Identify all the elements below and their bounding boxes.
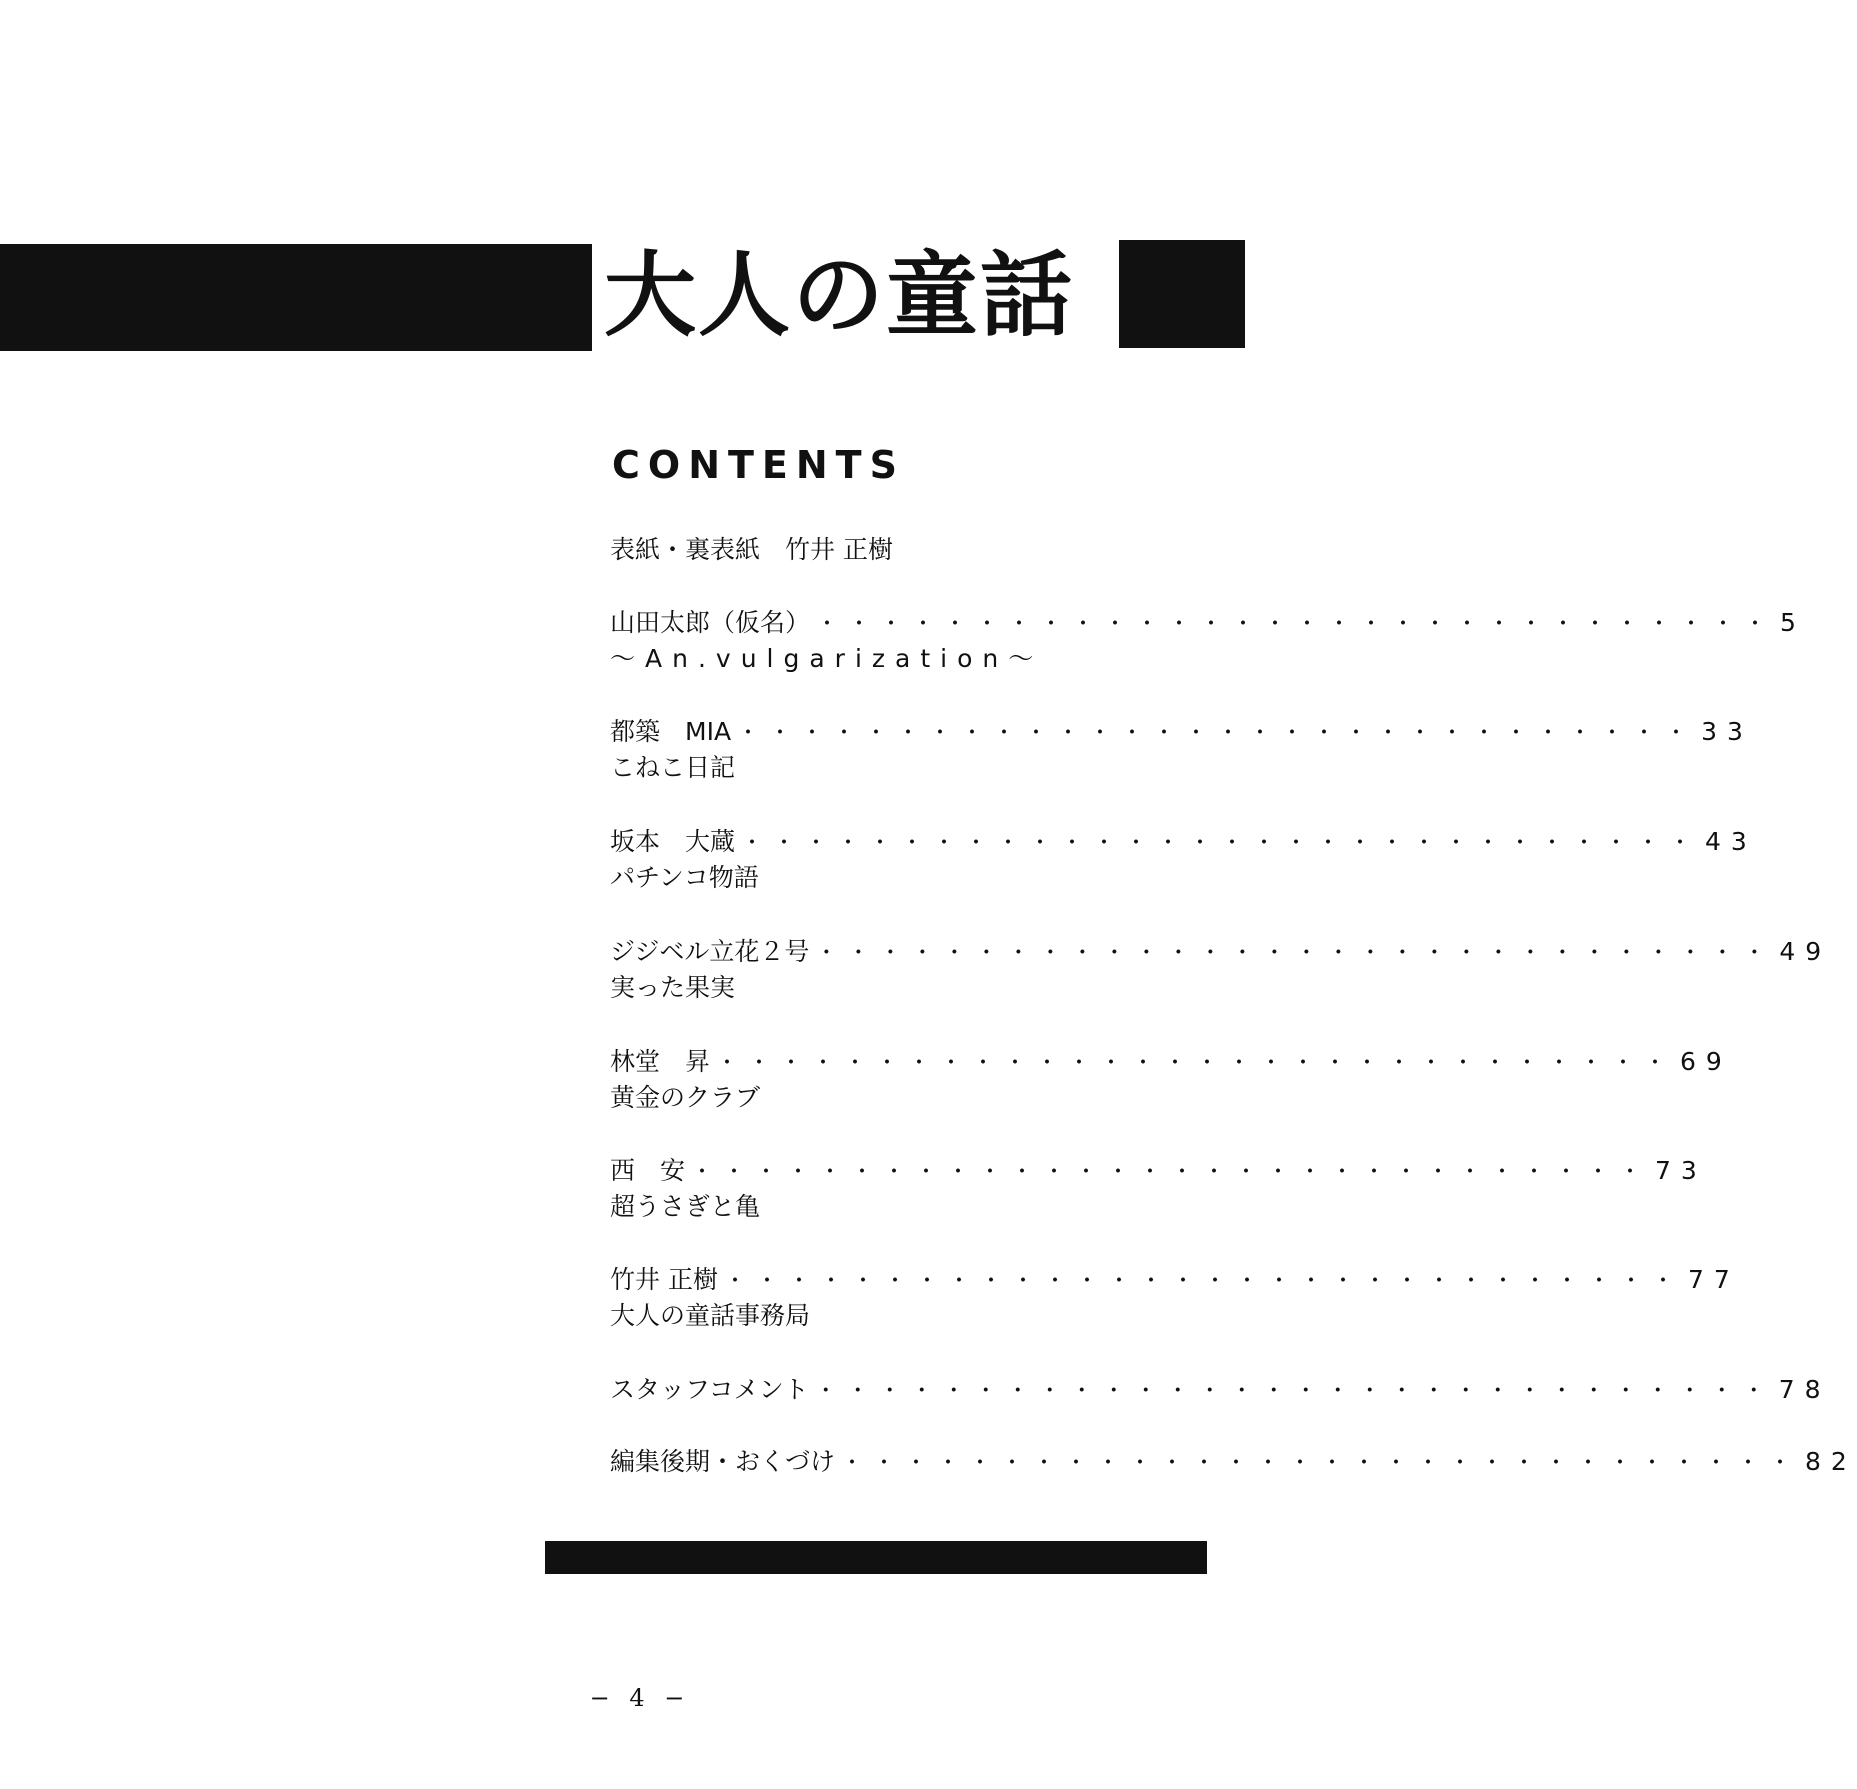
dot-leader: ・・・・・・・・・・・・・・・・・・・・・・・・・・・・・・ — [815, 941, 1776, 966]
page-folio: − 4 − — [589, 1684, 691, 1712]
toc-entry-line — [610, 1044, 1732, 1080]
toc-author: 西 安 — [610, 1156, 686, 1185]
dot-leader: ・・・・・・・・・・・・・・・・・・・・・・・・・・・・・・ — [814, 1379, 1775, 1404]
book-title: 大人の童話 — [604, 242, 1075, 349]
toc-entry-line — [610, 1153, 1707, 1189]
toc-work-title: 実った果実 — [610, 973, 736, 1002]
toc-entry-line — [610, 934, 1832, 970]
cover-credit: 表紙・裏表紙 竹井 正樹 — [610, 535, 893, 564]
toc-author: ジジベル立花２号 — [610, 937, 810, 966]
bottom-rule-bar — [545, 1541, 1207, 1574]
toc-entry — [610, 824, 1757, 896]
toc-work-title: パチンコ物語 — [610, 863, 759, 892]
title-bar-right — [1119, 240, 1245, 348]
title-bar-left — [0, 244, 592, 351]
toc-page-number: 77 — [1687, 1265, 1740, 1294]
toc-entry — [610, 1372, 1831, 1408]
toc-author: 林堂 昇 — [610, 1047, 711, 1076]
toc-entry-line — [610, 1444, 1857, 1480]
contents-heading: CONTENTS — [612, 443, 905, 487]
toc-entry — [610, 934, 1832, 1006]
toc-page-number: 82 — [1805, 1447, 1857, 1476]
toc-entry — [610, 1044, 1732, 1116]
dot-leader: ・・・・・・・・・・・・・・・・・・・・・・・・・・・・・・ — [741, 831, 1702, 856]
toc-work-title: こねこ日記 — [610, 753, 736, 782]
toc-entry-line — [610, 605, 1806, 641]
dot-leader: ・・・・・・・・・・・・・・・・・・・・・・・・・・・・・・ — [816, 612, 1777, 637]
toc-entry — [610, 714, 1753, 786]
toc-page-number: 33 — [1701, 717, 1753, 746]
dot-leader: ・・・・・・・・・・・・・・・・・・・・・・・・・・・・・・ — [737, 721, 1698, 746]
toc-entry-line — [610, 824, 1757, 860]
toc-page-number: 5 — [1780, 608, 1806, 637]
toc-entry-line — [610, 1372, 1831, 1408]
toc-entry — [610, 1444, 1857, 1480]
toc-author: 山田太郎（仮名） — [610, 608, 811, 637]
toc-page-number: 43 — [1705, 827, 1757, 856]
toc-work-title: 黄金のクラブ — [610, 1083, 761, 1112]
toc-author: 坂本 大蔵 — [610, 827, 736, 856]
dot-leader: ・・・・・・・・・・・・・・・・・・・・・・・・・・・・・・ — [723, 1269, 1684, 1294]
toc-author: 都築 MIA — [610, 717, 732, 746]
toc-entry — [610, 1262, 1740, 1334]
toc-author: 竹井 正樹 — [610, 1265, 718, 1294]
dot-leader: ・・・・・・・・・・・・・・・・・・・・・・・・・・・・・・ — [841, 1451, 1802, 1476]
toc-work-title: 〜An.vulgarization〜 — [610, 644, 1044, 673]
toc-entry-line — [610, 714, 1753, 750]
toc-entry — [610, 1153, 1707, 1225]
toc-author: スタッフコメント — [610, 1375, 809, 1404]
toc-author: 編集後期・おくづけ — [610, 1447, 836, 1476]
dot-leader: ・・・・・・・・・・・・・・・・・・・・・・・・・・・・・・ — [716, 1051, 1677, 1076]
toc-entry — [610, 605, 1806, 677]
toc-page-number: 69 — [1680, 1047, 1732, 1076]
toc-entry-line — [610, 1262, 1740, 1298]
toc-page-number: 73 — [1655, 1156, 1707, 1185]
dot-leader: ・・・・・・・・・・・・・・・・・・・・・・・・・・・・・・ — [691, 1160, 1652, 1185]
toc-work-title: 超うさぎと亀 — [610, 1192, 761, 1221]
toc-work-title: 大人の童話事務局 — [610, 1301, 811, 1330]
toc-page-number: 78 — [1778, 1375, 1831, 1404]
toc-page-number: 49 — [1779, 937, 1832, 966]
